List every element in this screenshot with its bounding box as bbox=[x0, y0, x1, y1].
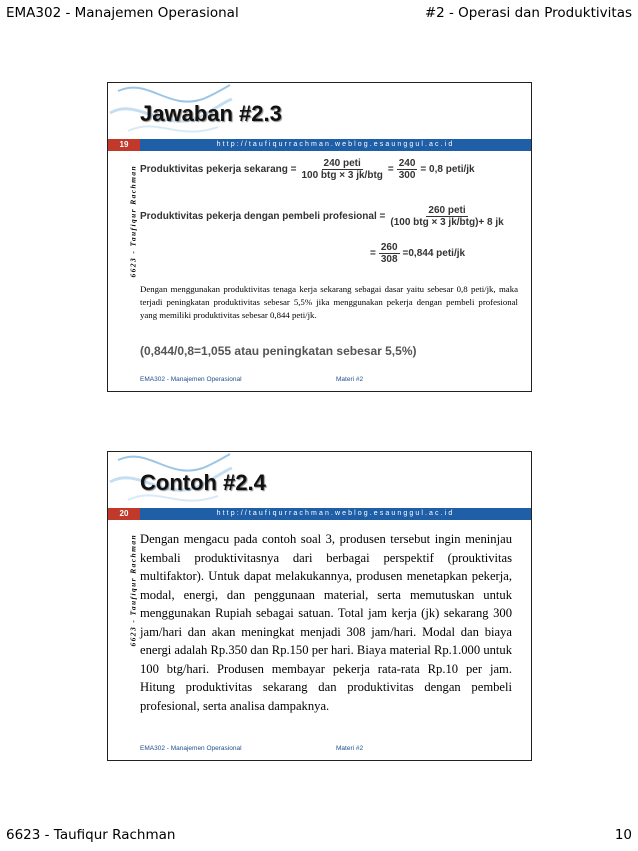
formula-current-productivity bbox=[140, 158, 475, 181]
formula-professional-result bbox=[370, 242, 465, 265]
slide-19 bbox=[107, 82, 532, 392]
formula-label: Produktivitas pekerja sekarang = bbox=[140, 164, 297, 175]
fraction bbox=[299, 158, 384, 181]
url-bar: http://taufiqurrachman.weblog.esaunggul.ac.id bbox=[140, 139, 531, 151]
equals: = bbox=[387, 164, 394, 175]
slide-footer-left: EMA302 - Manajemen Operasional bbox=[140, 745, 242, 752]
denominator: (100 btg × 3 jk/btg)+ 8 jk bbox=[390, 217, 504, 228]
denominator: 300 bbox=[398, 170, 416, 181]
numerator: 260 bbox=[380, 242, 398, 253]
slide-title: Contoh #2.4 bbox=[140, 470, 266, 495]
equals: = bbox=[370, 248, 376, 259]
page-number: 10 bbox=[614, 827, 632, 843]
page-footer-left: 6623 - Taufiqur Rachman bbox=[6, 827, 176, 843]
numerator: 240 peti bbox=[323, 158, 361, 169]
author-vertical: 6623 - Taufiqur Rachman bbox=[128, 533, 138, 647]
numerator: 240 bbox=[398, 158, 416, 169]
page-header-left: EMA302 - Manajemen Operasional bbox=[6, 5, 239, 21]
slide-footer-left: EMA302 - Manajemen Operasional bbox=[140, 376, 242, 383]
slide-20 bbox=[107, 451, 532, 761]
author-vertical: 6623 - Taufiqur Rachman bbox=[128, 164, 138, 278]
slide-number: 19 bbox=[108, 139, 140, 151]
formula-professional-productivity bbox=[140, 205, 509, 228]
problem-paragraph: Dengan mengacu pada contoh soal 3, produsen tersebut ingin meninjau kembali produktivitasnya dari berbagai perspektif (prouktivitas multifaktor). Untuk dapat melakukannya, produsen menetapkan pekerja, modal, energi, dan penggunaan material, serta memutuskan untuk menggunakan Rupiah sebagai satuan. Total jam kerja (jk) sekarang 300 jam/hari dan akan meningkat menjadi 308 jam/hari. Modal dan biaya energi adalah Rp.350 dan Rp.150 per hari. Biaya material Rp.1.000 untuk 100 btg/hari. Produsen membayar pekerja rata-rata Rp.10 per jam. Hitung produktivitas sekarang dan produktivitas dengan pembeli profesional, serta analisa dampaknya. bbox=[140, 532, 512, 713]
denominator: 308 bbox=[380, 254, 398, 265]
explanation-paragraph: Dengan menggunakan produktivitas tenaga kerja sekarang sebagai dasar yaitu sebesar 0,8 peti/jk, maka terjadi peningkatan produktivitas sebesar 5,5% jika menggunakan pekerja dengan pembeli profesional yang memiliki produktivitas sebesar 0,844 peti/jk. bbox=[140, 284, 518, 320]
result-line: (0,844/0,8=1,055 atau peningkatan sebesar 5,5%) bbox=[140, 344, 417, 358]
denominator: 100 btg × 3 jk/btg bbox=[301, 170, 383, 181]
slide-title: Jawaban #2.3 bbox=[140, 101, 282, 126]
slide-footer-right: Materi #2 bbox=[336, 376, 364, 383]
page-header-right: #2 - Operasi dan Produktivitas bbox=[424, 5, 632, 21]
fraction bbox=[379, 242, 400, 265]
formula-result: = 0,8 peti/jk bbox=[420, 164, 475, 175]
fraction bbox=[397, 158, 418, 181]
fraction bbox=[388, 205, 505, 228]
url-bar: http://taufiqurrachman.weblog.esaunggul.ac.id bbox=[140, 508, 531, 520]
slide-number: 20 bbox=[108, 508, 140, 520]
formula-label: Produktivitas pekerja dengan pembeli profesional = bbox=[140, 211, 386, 222]
slide-footer-right: Materi #2 bbox=[336, 745, 364, 752]
numerator: 260 peti bbox=[428, 205, 466, 216]
formula-result: =0,844 peti/jk bbox=[402, 248, 466, 259]
